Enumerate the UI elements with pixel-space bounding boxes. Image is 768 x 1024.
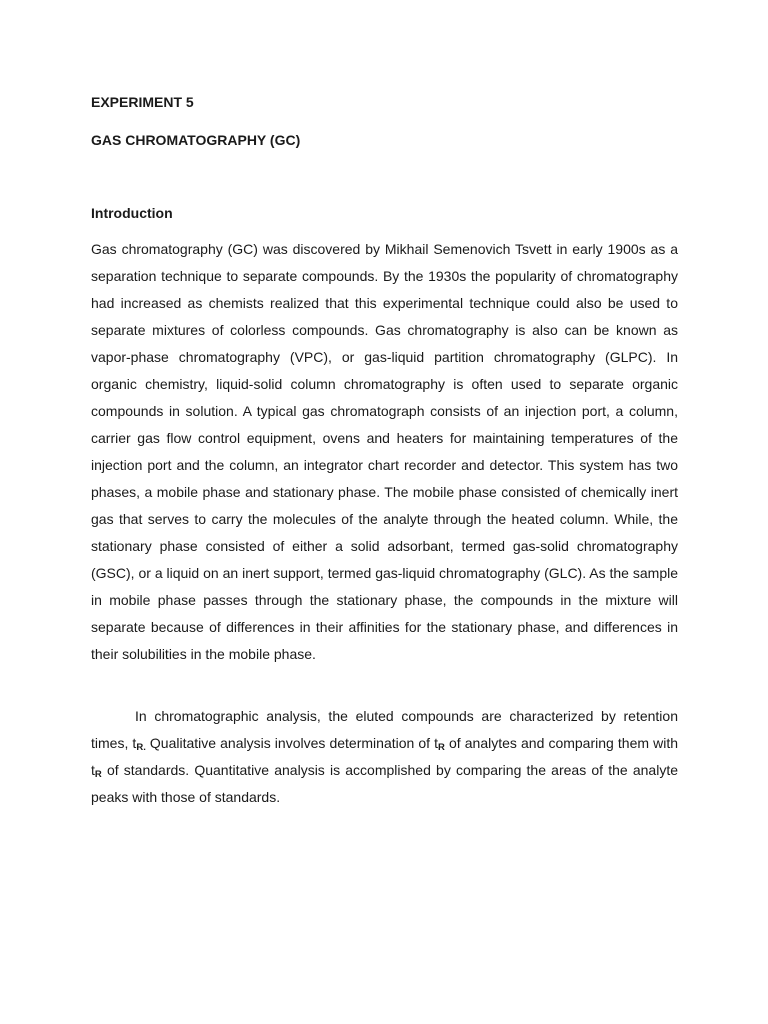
document-title: GAS CHROMATOGRAPHY (GC) [91, 132, 301, 148]
retention-time-subscript: R. [136, 742, 146, 753]
paragraph-2-text: of standards. Quantitative analysis is accomplished by comparing the areas of the analyte peaks with those of standards. [91, 762, 678, 805]
paragraph-2-text: Qualitative analysis involves determination of t [145, 735, 439, 751]
experiment-label: EXPERIMENT 5 [91, 94, 194, 110]
introduction-paragraph-2 [91, 703, 678, 811]
retention-time-subscript: R [438, 742, 445, 753]
retention-time-subscript: R [94, 769, 102, 780]
paragraph-2-text: of analytes and comparing them with t [91, 735, 678, 778]
paragraph-2-text: In chromatographic analysis, the eluted compounds are characterized by retention times, t [91, 708, 678, 751]
introduction-paragraph-1: Gas chromatography (GC) was discovered by Mikhail Semenovich Tsvett in early 1900s as a separation technique to separate compounds. By the 1930s the popularity of chromatography had increased as chemists realized that this experimental technique could also be used to separate mixtures of colorless compounds. Gas chromatography is also can be known as vapor-phase chromatography (VPC), or gas-liquid partition chromatography (GLPC). In organic chemistry, liquid-solid column chromatography is often used to separate organic compounds in solution. A typical gas chromatograph consists of an injection port, a column, carrier gas flow control equipment, ovens and heaters for maintaining temperatures of the injection port and the column, an integrator chart recorder and detector. This system has two phases, a mobile phase and stationary phase. The mobile phase consisted of chemically inert gas that serves to carry the molecules of the analyte through the heated column. While, the stationary phase consisted of either a solid adsorbant, termed gas-solid chromatography (GSC), or a liquid on an inert support, termed gas-liquid chromatography (GLC). As the sample in mobile phase passes through the stationary phase, the compounds in the mixture will separate because of differences in their affinities for the stationary phase, and differences in their solubilities in the mobile phase. [91, 241, 678, 662]
section-heading-introduction: Introduction [91, 205, 173, 221]
